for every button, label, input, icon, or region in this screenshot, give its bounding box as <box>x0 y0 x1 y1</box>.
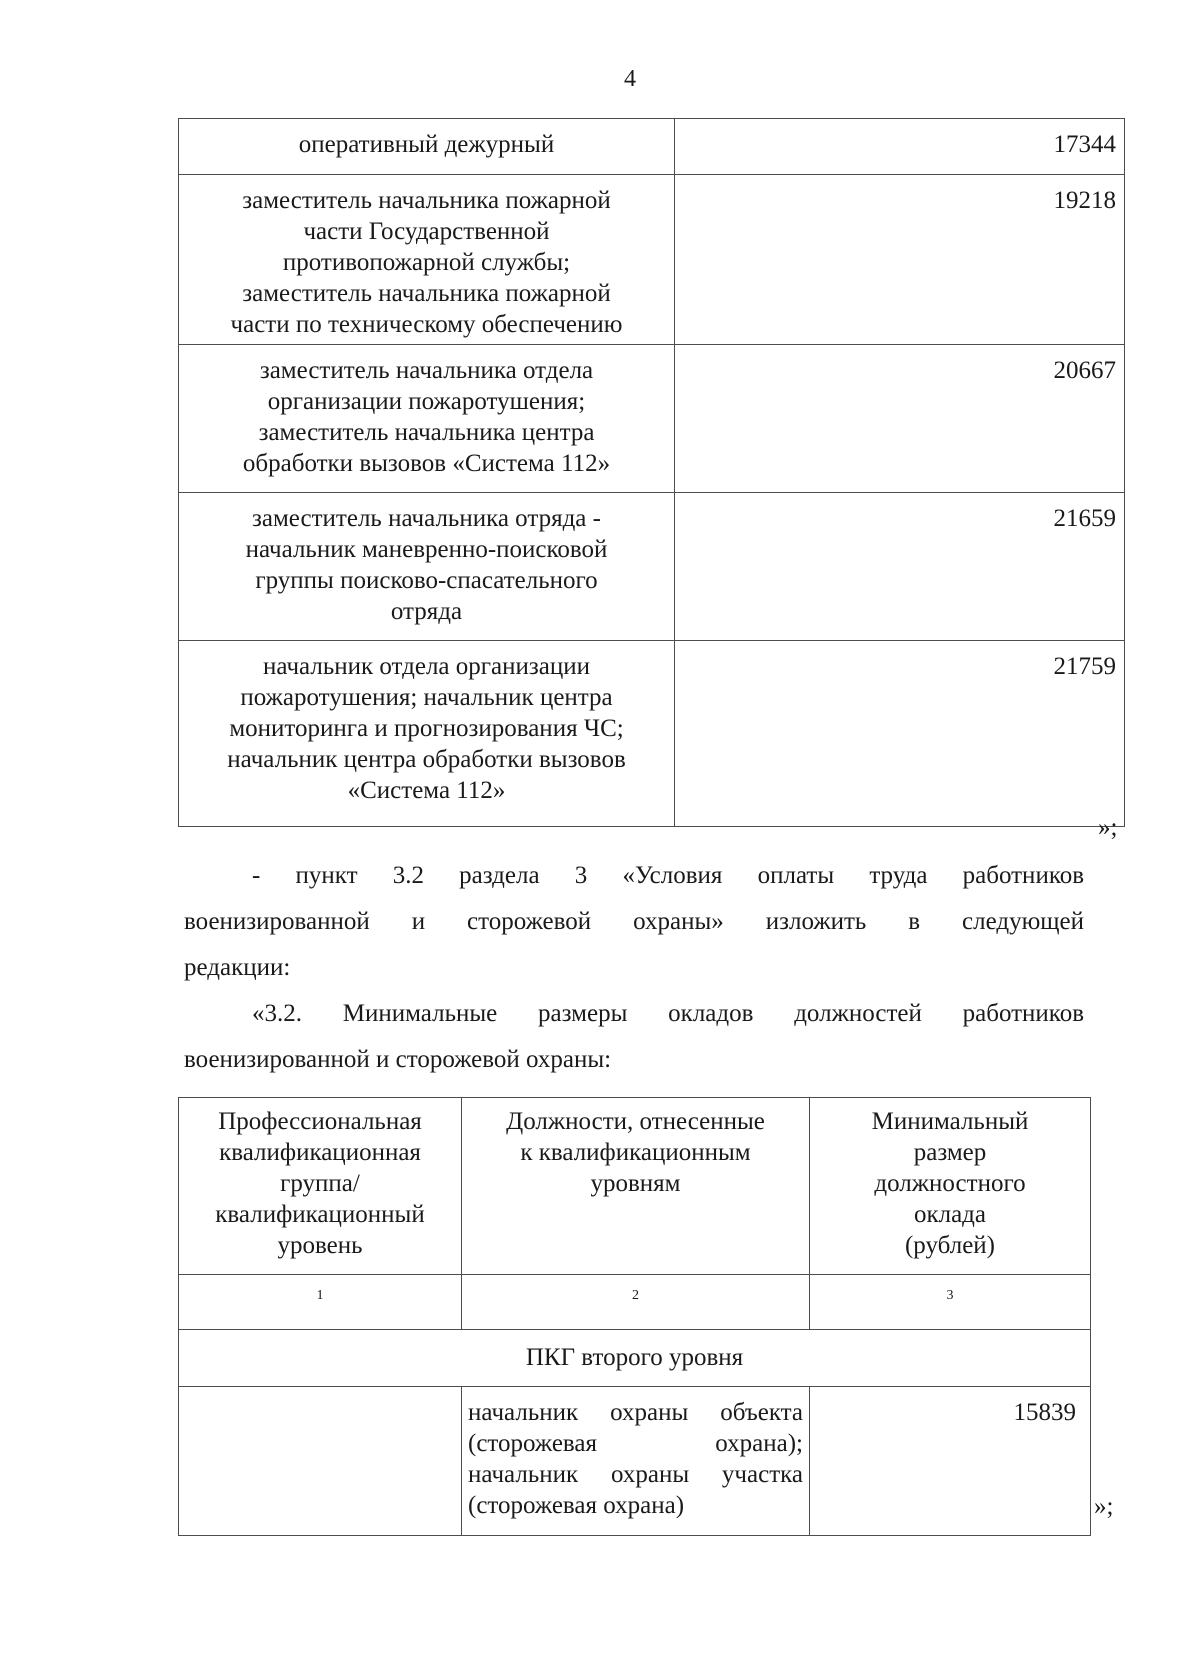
positions-cell: начальник охраны объекта (сторожевая охрана); начальник охраны участка (сторожевая охрана) <box>462 1387 810 1536</box>
page-number: 4 <box>624 66 636 92</box>
header-line: Профессиональная <box>218 1108 422 1135</box>
position-name-line: пожаротушения; начальник центра <box>240 684 613 711</box>
header-line: должностного <box>874 1170 1026 1197</box>
salary-cell: 15839 <box>810 1387 1091 1536</box>
header-line: к квалификационным <box>520 1139 751 1166</box>
group-title: ПКГ второго уровня <box>179 1330 1091 1387</box>
position-name-cell <box>179 175 675 345</box>
header-line: уровням <box>590 1170 681 1197</box>
position-name-line: заместитель начальника пожарной <box>242 280 611 307</box>
position-name-cell <box>179 641 675 827</box>
position-name-cell <box>179 345 675 493</box>
table-row <box>179 175 1125 345</box>
header-line: Должности, отнесенные <box>506 1108 765 1135</box>
column-numbers-row <box>179 1275 1091 1330</box>
salary-cell: 21659 <box>675 493 1125 641</box>
table-header-row <box>179 1098 1091 1275</box>
salary-cell: 20667 <box>675 345 1125 493</box>
table-row <box>179 641 1125 827</box>
position-name-line: группы поисково-спасательного <box>255 567 598 594</box>
position-name-line: заместитель начальника отряда - <box>252 505 601 532</box>
group-title-row <box>179 1330 1091 1387</box>
position-name-line: части Государственной <box>303 218 550 245</box>
header-cell-salary <box>810 1098 1091 1275</box>
table-row <box>179 345 1125 493</box>
salary-cell: 21759 <box>675 641 1125 827</box>
paragraph-line: военизированной и сторожевой охраны: <box>184 1046 612 1073</box>
salary-cell: 17344 <box>675 119 1125 175</box>
table-row <box>179 493 1125 641</box>
position-name-cell <box>179 119 675 175</box>
salary-cell: 19218 <box>675 175 1125 345</box>
header-line: уровень <box>277 1232 363 1259</box>
header-line: Минимальный <box>871 1108 1029 1135</box>
column-number: 3 <box>810 1275 1091 1330</box>
column-number: 2 <box>462 1275 810 1330</box>
closing-quote: »; <box>1094 1493 1114 1520</box>
header-line: (рублей) <box>904 1232 996 1259</box>
salary-table-continued <box>178 118 1125 827</box>
position-name-line: оперативный дежурный <box>298 131 555 158</box>
header-line: оклада <box>913 1201 987 1228</box>
position-name-line: части по техническому обеспечению <box>230 311 623 338</box>
paragraph-line: редакции: <box>184 954 291 981</box>
paragraph-line: «3.2. Минимальные размеры окладов должностей работников <box>252 1000 1084 1027</box>
position-name-line: начальник маневренно-поисковой <box>245 536 608 563</box>
header-line: размер <box>913 1139 987 1166</box>
header-cell-group <box>179 1098 462 1275</box>
position-name-line: заместитель начальника отдела <box>259 357 594 384</box>
position-name-cell <box>179 493 675 641</box>
header-cell-positions <box>462 1098 810 1275</box>
position-name-line: заместитель начальника пожарной <box>242 187 611 214</box>
position-name-line: «Система 112» <box>347 777 506 804</box>
position-name-line: заместитель начальника центра <box>258 419 595 446</box>
qualification-level-cell <box>179 1387 462 1536</box>
header-line: квалификационный <box>215 1201 425 1228</box>
paragraph-line: - пункт 3.2 раздела 3 «Условия оплаты труда работников <box>252 862 1084 889</box>
position-name-line: противопожарной службы; <box>282 249 571 276</box>
header-line: группа/ <box>280 1170 360 1197</box>
position-name-line: начальник отдела организации <box>262 653 590 680</box>
position-name-line: обработки вызовов «Система 112» <box>242 450 611 477</box>
paragraph-line: военизированной и сторожевой охраны» изложить в следующей <box>184 908 1084 935</box>
position-name-line: начальник центра обработки вызовов <box>227 746 626 773</box>
position-name-line: отряда <box>390 598 463 625</box>
header-line: квалификационная <box>219 1139 421 1166</box>
position-name-line: организации пожаротушения; <box>267 388 586 415</box>
guard-salary-table <box>178 1097 1091 1536</box>
table-row <box>179 1387 1091 1536</box>
position-name-line: мониторинга и прогнозирования ЧС; <box>229 715 624 742</box>
table-row <box>179 119 1125 175</box>
closing-quote: »; <box>1098 814 1118 841</box>
column-number: 1 <box>179 1275 462 1330</box>
